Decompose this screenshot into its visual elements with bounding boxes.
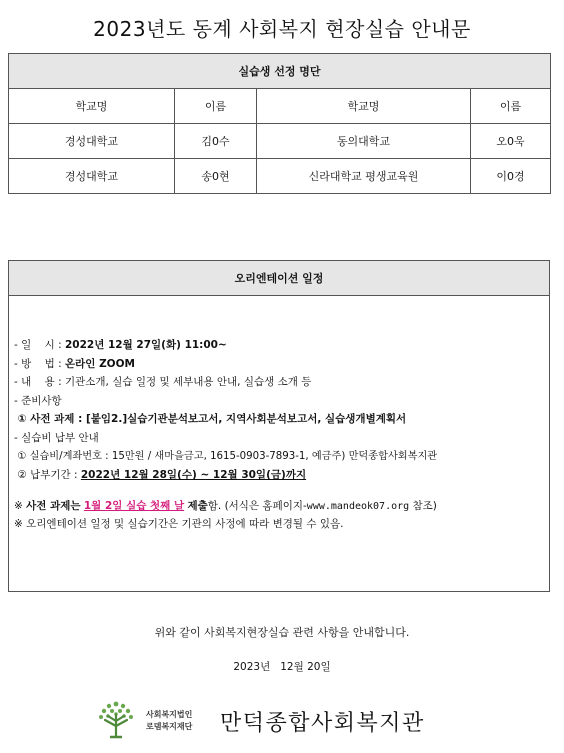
column-header: 이름 [471, 89, 551, 124]
closing-statement: 위와 같이 사회복지현장실습 관련 사항을 안내합니다. [154, 626, 410, 639]
school-cell: 경성대학교 [9, 159, 175, 194]
selection-heading: 실습생 선정 명단 [9, 54, 551, 89]
note-submission: ※ 사전 과제는 1월 2일 실습 첫째 날 제출함. (서식은 홈페이지-www.mandeok07.org 참조) [14, 499, 437, 512]
schedule-method: 온라인 ZOOM [64, 357, 135, 370]
table-row [9, 159, 551, 194]
schedule-content-line: - 내 용 : 기관소개, 실습 일정 및 세부내용 안내, 실습생 소개 등 [14, 376, 312, 389]
issue-date: 2023년 12월 20일 [233, 661, 331, 673]
name-cell: 오0욱 [471, 124, 551, 159]
name-cell: 송0현 [175, 159, 257, 194]
fee-account-line: ① 실습비/계좌번호 : 15만원 / 새마을금고, 1615-0903-7893-1, 예금주) 만덕종합사회복지관 [14, 450, 438, 462]
foundation-name: 사회복지법인 로뎀복지재단 [146, 710, 193, 731]
schedule-content: 기관소개, 실습 일정 및 세부내용 안내, 실습생 소개 등 [64, 376, 312, 389]
tree-logo-icon [96, 699, 136, 739]
column-header: 이름 [175, 89, 257, 124]
school-cell: 경성대학교 [9, 124, 175, 159]
schedule-date: 2022년 12월 27일(화) 11:00~ [64, 339, 227, 351]
prep-item: ① 사전 과제 : [붙임2.]실습기관분석보고서, 지역사회분석보고서, 실습생개별계획서 [14, 413, 407, 426]
fee-period-line: ② 납부기간 : 2022년 12월 28일(수) ~ 12월 30일(금)까지 [14, 469, 307, 482]
prep-heading: - 준비사항 [14, 394, 62, 407]
school-cell: 동의대학교 [257, 124, 471, 159]
school-cell: 신라대학교 평생교육원 [257, 159, 471, 194]
name-cell: 김0수 [175, 124, 257, 159]
table-row [9, 124, 551, 159]
schedule-method-line: - 방 법 : 온라인 ZOOM [14, 357, 135, 370]
selection-table [8, 53, 551, 194]
org-name: 만덕종합사회복지관 [220, 711, 425, 736]
fee-period: 2022년 12월 28일(수) ~ 12월 30일(금)까지 [80, 469, 307, 482]
fee-heading: - 실습비 납부 안내 [14, 431, 99, 444]
page-title: 2023년도 동계 사회복지 현장실습 안내문 [93, 17, 471, 41]
name-cell: 이0경 [471, 159, 551, 194]
orientation-heading: 오리엔테이션 일정 [9, 261, 549, 296]
orientation-details [14, 336, 548, 534]
column-header: 학교명 [9, 89, 175, 124]
column-header: 학교명 [257, 89, 471, 124]
schedule-date-line: - 일 시 : 2022년 12월 27일(화) 11:00~ [14, 339, 227, 351]
note-change: ※ 오리엔테이션 일정 및 실습기간은 기관의 사정에 따라 변경될 수 있음. [14, 518, 344, 531]
orientation-box [8, 260, 550, 592]
homepage-url: www.mandeok07.org [306, 500, 410, 512]
first-day-highlight: 1월 2일 실습 첫째 날 [83, 499, 185, 512]
